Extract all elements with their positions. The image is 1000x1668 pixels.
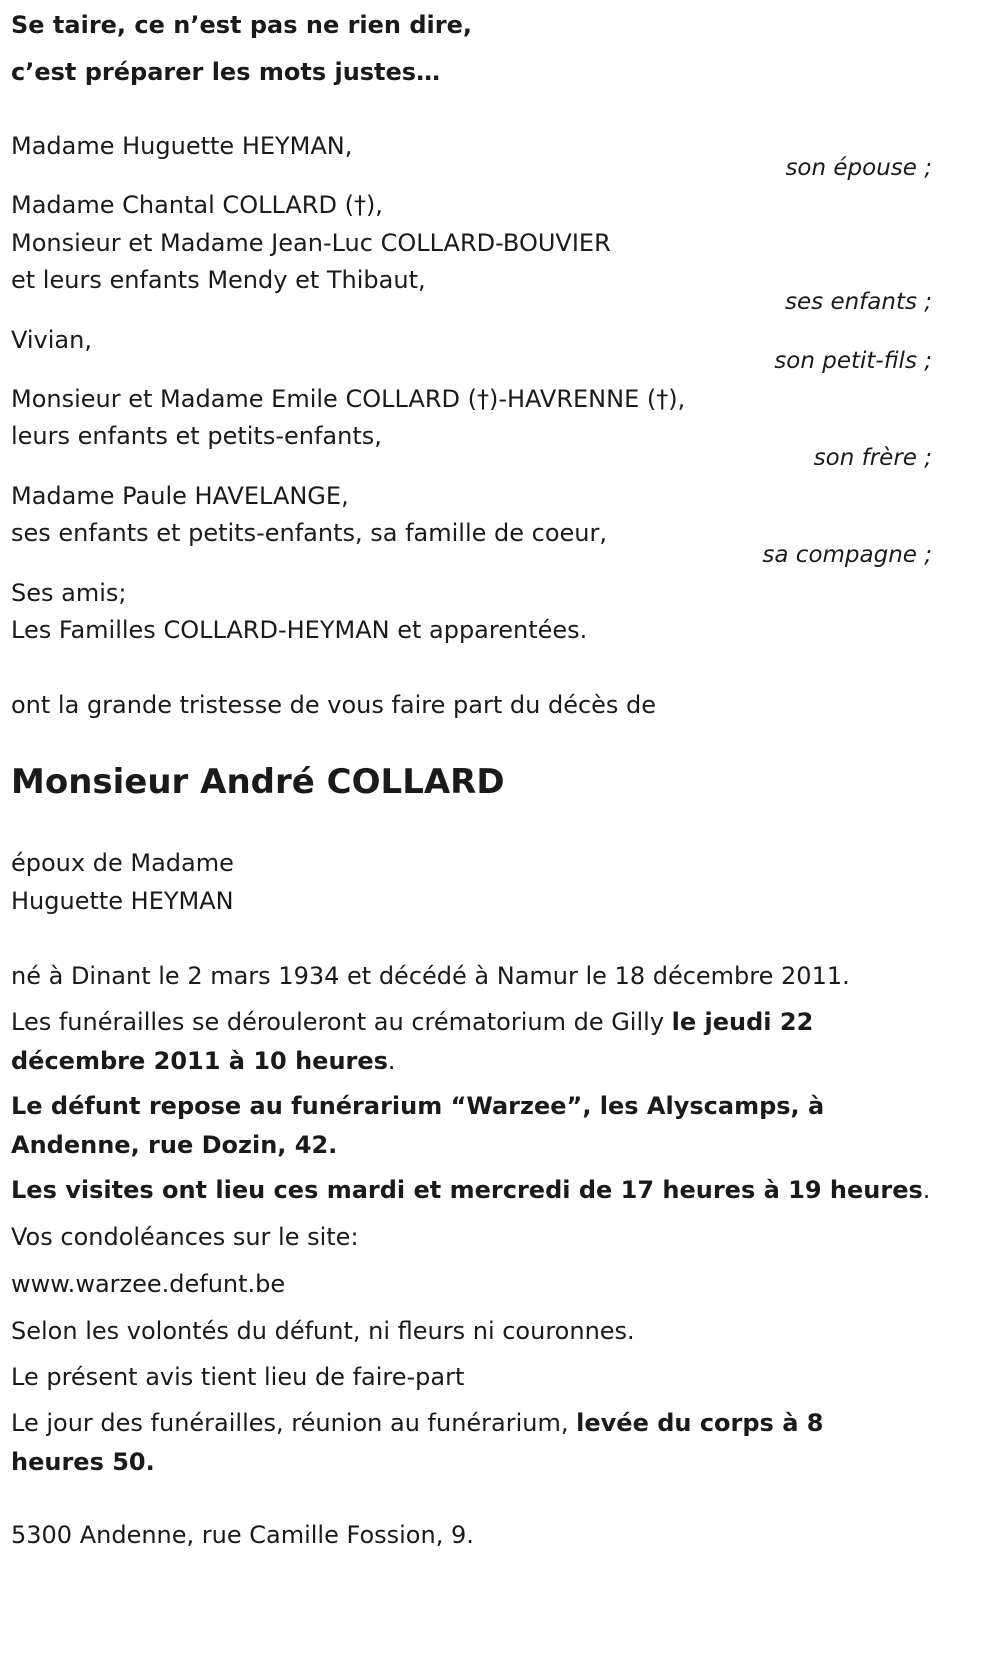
website-link[interactable]: www.warzee.defunt.be [11, 1270, 286, 1298]
brother-line-1: Monsieur et Madame Emile COLLARD (†)-HAVRENNE (†), [11, 385, 686, 413]
child-line-1: Madame Chantal COLLARD (†), [11, 191, 383, 219]
friends-line: Ses amis; [11, 579, 127, 607]
funeral-paragraph [11, 1003, 861, 1081]
quote-line-2: c’est préparer les mots justes… [11, 58, 441, 86]
repose-paragraph [11, 1087, 951, 1165]
funeral-text: Les funérailles se dérouleront au crématorium de Gilly [11, 1008, 672, 1036]
deceased-name: Monsieur André COLLARD [11, 762, 505, 802]
children-relation: ses enfants ; [785, 289, 932, 315]
spouse-relation: son épouse ; [785, 155, 932, 181]
repose-text: Le défunt repose au funérarium “Warzee”, les Alyscamps, à Andenne, rue Dozin, 42. [11, 1092, 825, 1159]
condolences-line: Vos condoléances sur le site: [11, 1223, 359, 1251]
gathering-paragraph [11, 1404, 871, 1482]
funeral-end: . [387, 1047, 396, 1075]
birth-death: né à Dinant le 2 mars 1934 et décédé à Namur le 18 décembre 2011. [11, 962, 850, 990]
partner-relation: sa compagne ; [762, 542, 932, 568]
brother-relation: son frère ; [813, 445, 932, 471]
partner-line-2: ses enfants et petits-enfants, sa famille de coeur, [11, 519, 608, 547]
deceased-spouse-line-1: époux de Madame [11, 849, 234, 877]
brother-line-2: leurs enfants et petits-enfants, [11, 422, 382, 450]
partner-line-1: Madame Paule HAVELANGE, [11, 482, 349, 510]
spouse-name: Madame Huguette HEYMAN, [11, 132, 353, 160]
deceased-spouse-line-2: Huguette HEYMAN [11, 887, 234, 915]
grandson-relation: son petit-fils ; [774, 348, 932, 374]
visits-end: . [922, 1176, 931, 1204]
visits-paragraph [11, 1171, 971, 1210]
announcement: ont la grande tristesse de vous faire part du décès de [11, 691, 657, 719]
gathering-time: levée du corps à 8 heures 50. [11, 1409, 824, 1476]
grandson-name: Vivian, [11, 326, 92, 354]
families-line: Les Familles COLLARD-HEYMAN et apparentées. [11, 616, 588, 644]
gathering-text: Le jour des funérailles, réunion au funérarium, [11, 1409, 577, 1437]
wishes-line: Selon les volontés du défunt, ni fleurs ni couronnes. [11, 1317, 635, 1345]
notice-line: Le présent avis tient lieu de faire-part [11, 1363, 465, 1391]
child-line-2: Monsieur et Madame Jean-Luc COLLARD-BOUVIER [11, 229, 611, 257]
child-line-3: et leurs enfants Mendy et Thibaut, [11, 266, 426, 294]
funeral-date: le jeudi 22 décembre 2011 à 10 heures [11, 1008, 814, 1075]
quote-line-1: Se taire, ce n’est pas ne rien dire, [11, 11, 473, 39]
address-line: 5300 Andenne, rue Camille Fossion, 9. [11, 1521, 474, 1549]
visits-text: Les visites ont lieu ces mardi et mercredi de 17 heures à 19 heures [11, 1176, 923, 1204]
